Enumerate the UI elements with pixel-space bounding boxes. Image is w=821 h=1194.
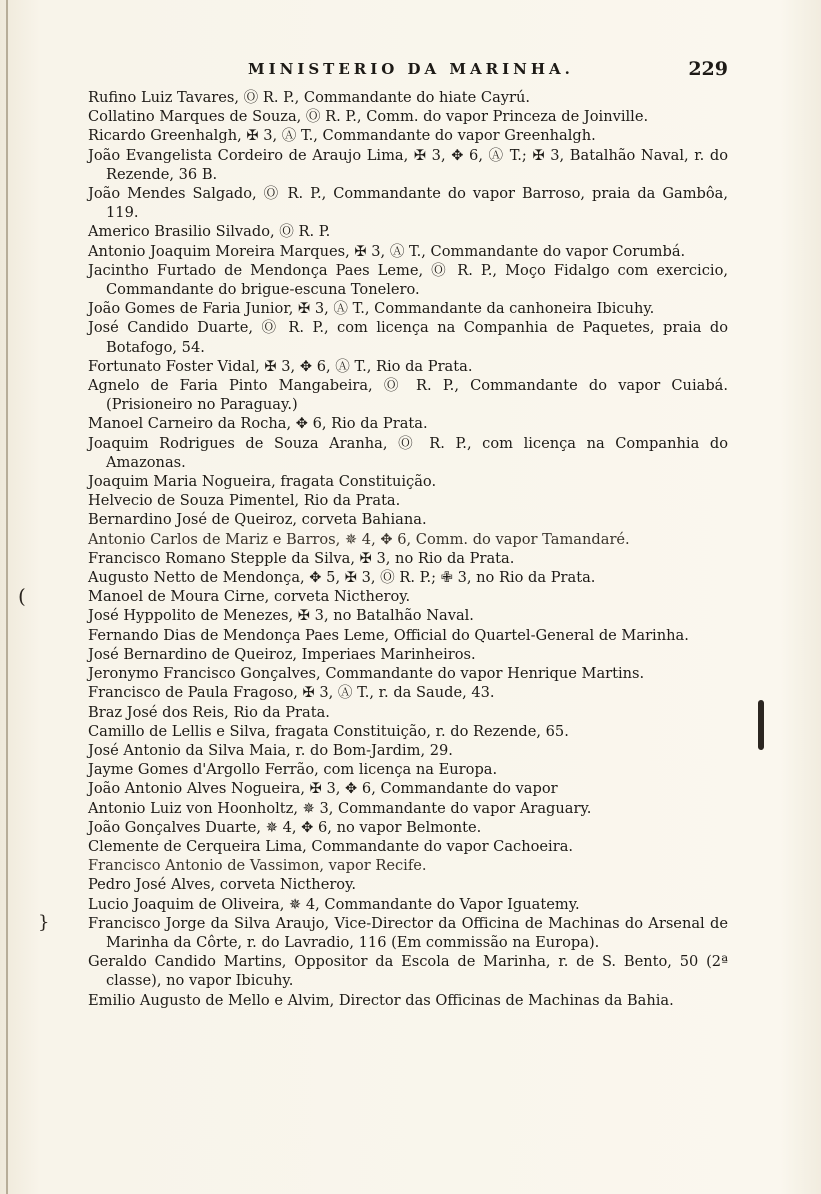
entry-32: João Gonçalves Duarte, ✵ 4, ✥ 6, no vapor Belmonte. — [88, 818, 482, 836]
entry-16: Bernardino José de Queiroz, corveta Bahiana. — [88, 511, 427, 529]
entry-34-struck: Francisco Antonio de Vassimon, vapor Recife. — [88, 857, 427, 875]
entry-15: Helvecio de Souza Pimentel, Rio da Prata. — [88, 492, 401, 510]
entry-37: Francisco Jorge da Silva Araujo, Vice-Director da Officina de Machinas do Arsenal de Marinha da Côrte, r. do Lavradio, 116 (Em commissão na Europa). — [88, 914, 728, 951]
margin-brace-mark: } — [38, 912, 50, 933]
entry-11: Agnelo de Faria Pinto Mangabeira, Ⓞ R. P., Commandante do vapor Cuiabá. (Prisioneiro no Paraguay.) — [88, 377, 728, 414]
entry-31: Antonio Luiz von Hoonholtz, ✵ 3, Commandante do vapor Araguary. — [88, 799, 592, 817]
entry-28: José Antonio da Silva Maia, r. do Bom-Jardim, 29. — [88, 741, 453, 759]
entry-0: Rufino Luiz Tavares, Ⓞ R. P., Commandante do hiate Cayrú. — [88, 89, 531, 106]
entry-18: Francisco Romano Stepple da Silva, ✠ 3, no Rio da Prata. — [88, 549, 515, 567]
entry-36: Lucio Joaquim de Oliveira, ✵ 4, Commandante do Vapor Iguatemy. — [88, 895, 580, 913]
entry-35: Pedro José Alves, corveta Nictheroy. — [88, 876, 357, 894]
page-header — [88, 58, 728, 84]
entry-23: José Bernardino de Queiroz, Imperiaes Marinheiros. — [88, 645, 476, 663]
entry-1: Collatino Marques de Souza, Ⓞ R. P., Comm. do vapor Princeza de Joinville. — [88, 108, 649, 126]
entry-17-struck: Antonio Carlos de Mariz e Barros, ✵ 4, ✥ 6, Comm. do vapor Tamandaré. — [88, 530, 630, 548]
entry-7: Jacintho Furtado de Mendonça Paes Leme, Ⓞ R. P., Moço Fidalgo com exercicio, Commandante do brigue-escuna Tonelero. — [88, 261, 728, 299]
entry-list — [88, 88, 728, 1010]
entry-8: João Gomes de Faria Junior, ✠ 3, Ⓐ T., Commandante da canhoneira Ibicuhy. — [88, 300, 655, 318]
margin-ink-bar — [758, 700, 764, 750]
entry-38: Geraldo Candido Martins, Oppositor da Escola de Marinha, r. de S. Bento, 50 (2ª classe), no vapor Ibicuhy. — [88, 953, 728, 990]
entry-9: José Candido Duarte, Ⓞ R. P., com licença na Companhia de Paquetes, praia do Botafogo, 54. — [88, 319, 728, 356]
entry-27: Camillo de Lellis e Silva, fragata Constituição, r. do Rezende, 65. — [88, 722, 569, 740]
entry-12: Manoel Carneiro da Rocha, ✥ 6, Rio da Prata. — [88, 415, 428, 433]
entry-13: Joaquim Rodrigues de Souza Aranha, Ⓞ R. P., com licença na Companhia do Amazonas. — [88, 434, 728, 471]
page-title: MINISTERIO DA MARINHA. — [248, 60, 574, 78]
entry-25: Francisco de Paula Fragoso, ✠ 3, Ⓐ T., r. da Saude, 43. — [88, 684, 495, 702]
entry-26: Braz José dos Reis, Rio da Prata. — [88, 703, 330, 721]
entry-30: João Antonio Alves Nogueira, ✠ 3, ✥ 6, Commandante do vapor — [88, 780, 558, 798]
entry-29: Jayme Gomes d'Argollo Ferrão, com licença na Europa. — [88, 761, 498, 779]
page-number: 229 — [688, 58, 728, 80]
page-spine — [6, 0, 8, 1194]
entry-5: Americo Brasilio Silvado, Ⓞ R. P. — [88, 223, 331, 241]
entry-22: Fernando Dias de Mendonça Paes Leme, Official do Quartel-General de Marinha. — [88, 626, 689, 644]
margin-paren-mark: ( — [18, 584, 26, 608]
entry-19: Augusto Netto de Mendonça, ✥ 5, ✠ 3, Ⓞ R. P.; ✙ 3, no Rio da Prata. — [88, 569, 596, 587]
entry-10: Fortunato Foster Vidal, ✠ 3, ✥ 6, Ⓐ T., Rio da Prata. — [88, 357, 473, 375]
entry-21: José Hyppolito de Menezes, ✠ 3, no Batalhão Naval. — [88, 607, 474, 625]
entry-3: João Evangelista Cordeiro de Araujo Lima, ✠ 3, ✥ 6, Ⓐ T.; ✠ 3, Batalhão Naval, r. do Rezende, 36 B. — [88, 146, 728, 183]
entry-39: Emilio Augusto de Mello e Alvim, Director das Officinas de Machinas da Bahia. — [88, 991, 674, 1009]
entry-33: Clemente de Cerqueira Lima, Commandante do vapor Cachoeira. — [88, 837, 574, 855]
entry-2: Ricardo Greenhalgh, ✠ 3, Ⓐ T., Commandante do vapor Greenhalgh. — [88, 127, 596, 145]
entry-14: Joaquim Maria Nogueira, fragata Constituição. — [88, 473, 437, 491]
entry-20: Manoel de Moura Cirne, corveta Nictheroy. — [88, 588, 411, 606]
entry-24: Jeronymo Francisco Gonçalves, Commandante do vapor Henrique Martins. — [88, 665, 645, 683]
entry-6: Antonio Joaquim Moreira Marques, ✠ 3, Ⓐ T., Commandante do vapor Corumbá. — [88, 242, 686, 260]
entry-4: João Mendes Salgado, Ⓞ R. P., Commandante do vapor Barroso, praia da Gambôa, 119. — [88, 185, 728, 222]
